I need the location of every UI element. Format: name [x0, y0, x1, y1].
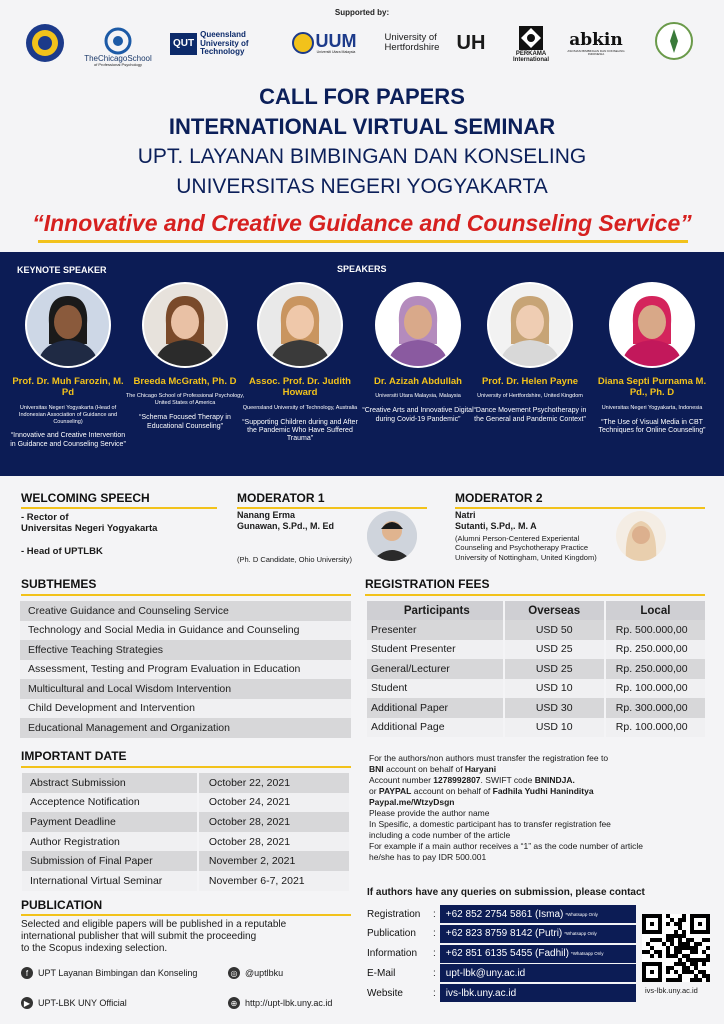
subtheme-item: Educational Management and Organization: [20, 718, 351, 738]
fees-col-participants: Participants: [367, 601, 503, 620]
seminar-theme: “Innovative and Creative Guidance and Counseling Service”: [32, 210, 692, 236]
fee-participant: Student: [367, 679, 503, 699]
date-value: October 28, 2021: [199, 812, 349, 832]
moderator-1-underline: [237, 507, 427, 509]
date-row: [22, 812, 349, 832]
speaker-card: [8, 282, 128, 449]
speaker-name: Prof. Dr. Muh Farozin, M. Pd: [12, 376, 124, 399]
contact-label: Registration: [367, 908, 421, 920]
subtheme-item: Child Development and Intervention: [20, 699, 351, 719]
fee-row: [367, 659, 705, 679]
fees-table: [365, 601, 707, 737]
moderator-2-underline: [455, 507, 705, 509]
speaker-card: [358, 282, 478, 424]
dates-heading: IMPORTANT DATE: [21, 749, 127, 763]
website-link[interactable]: ⊕ http://upt-lbk.uny.ac.id: [228, 997, 332, 1009]
speaker-talk-title: “The Use of Visual Media in CBT Techniques for Online Counseling”: [598, 418, 706, 435]
moderator-1-note: (Ph. D Candidate, Ohio University): [237, 555, 353, 564]
moderator-2-photo: [616, 511, 666, 561]
title-university: UNIVERSITAS NEGERI YOGYAKARTA: [176, 175, 548, 198]
contact-label: Information: [367, 948, 418, 960]
speaker-name: Dr. Azizah Abdullah: [374, 376, 462, 387]
contact-separator: :: [433, 948, 436, 960]
fee-row: [367, 718, 705, 738]
supported-by-label: Supported by:: [334, 8, 390, 17]
fees-underline: [365, 594, 705, 596]
date-event: Author Registration: [22, 832, 197, 852]
abkin-logo: abkin ASOSIASI BIMBINGAN DAN KONSELING INDONESIA: [567, 29, 625, 56]
speaker-photo: [375, 282, 461, 368]
subtheme-item: Creative Guidance and Counseling Service: [20, 601, 351, 621]
speaker-name: Assoc. Prof. Dr. Judith Howard: [249, 376, 351, 399]
payment-instructions: For the authors/non authors must transfer the registration fee to BNI account on behalf of Haryani Account number 1278992807. SWIFT code BNINDJA. or PAYPAL account on behalf of Fadhila Yudhi Hanindityа Paypal.me/WtzyDsgn Please provide the author name In Spesific, a domestic participant has to transfer registration fee including a code number of the article For example if a main author receives a “1” as the code number of article he/she has to pay IDR 500.001: [369, 753, 644, 863]
fee-overseas: USD 10: [505, 679, 604, 699]
date-row: [22, 871, 349, 891]
contact-value[interactable]: +62 851 6135 5455 (Fadhil) *Whatsapp Only: [440, 945, 636, 963]
dates-underline: [21, 766, 351, 768]
title-call-for-papers: CALL FOR PAPERS: [259, 84, 465, 109]
speaker-photo: [487, 282, 573, 368]
facebook-link[interactable]: f UPT Layanan Bimbingan dan Konseling: [21, 967, 197, 979]
date-event: Submission of Final Paper: [22, 851, 197, 871]
speaker-photo: [257, 282, 343, 368]
fee-overseas: USD 50: [505, 620, 604, 640]
speaker-affiliation: Universitas Negeri Yogyakarta, Indonesia: [601, 404, 703, 411]
speaker-talk-title: “Dance Movement Psychotherapy in the General and Pandemic Context”: [473, 407, 587, 423]
date-value: October 24, 2021: [199, 793, 349, 813]
speaker-card: [125, 282, 245, 431]
fee-local: Rp. 100.000,00: [606, 718, 705, 738]
subthemes-heading: SUBTHEMES: [21, 577, 97, 591]
speaker-card: [592, 282, 712, 435]
moderator-2-note: (Alumni Person-Centered Experiental Counseling and Psychotherapy Practice University of Nottingham, United Kingdom): [455, 534, 597, 562]
title-organizer: UPT. LAYANAN BIMBINGAN DAN KONSELING: [137, 145, 587, 168]
uny-logo: [24, 22, 66, 64]
date-row: [22, 773, 349, 793]
keynote-heading: KEYNOTE SPEAKER: [17, 265, 107, 275]
fee-participant: Additional Page: [367, 718, 503, 738]
speaker-talk-title: “Supporting Children during and After the Pandemic Who Have Suffered Trauma”: [242, 418, 358, 443]
contact-label: Publication: [367, 928, 416, 940]
speaker-name: Diana Septi Purnama M. Pd., Ph. D: [597, 376, 707, 399]
contact-value[interactable]: +62 823 8759 8142 (Putri) *Whatsapp Only: [440, 925, 636, 943]
speaker-name: Prof. Dr. Helen Payne: [481, 376, 579, 387]
speakers-heading: SPEAKERS: [337, 264, 387, 274]
youtube-link[interactable]: ▶ UPT-LBK UNY Official: [21, 997, 127, 1009]
fee-overseas: USD 10: [505, 718, 604, 738]
fee-row: [367, 640, 705, 660]
fees-col-overseas: Overseas: [505, 601, 604, 620]
speaker-talk-title: “Creative Arts and Innovative Digital during Covid-19 Pandemic”: [362, 407, 474, 423]
fee-row: [367, 620, 705, 640]
speaker-photo: [609, 282, 695, 368]
speaker-affiliation: Universitas Negeri Yogyakarta (Head of Indonesian Association of Guidance and Counseling): [18, 404, 118, 425]
welcoming-line-1: - Rector of: [21, 512, 69, 523]
date-row: [22, 851, 349, 871]
speaker-affiliation: The Chicago School of Professional Psychology, United States of America: [125, 393, 245, 407]
date-event: International Virtual Seminar: [22, 871, 197, 891]
moderator-2-heading: MODERATOR 2: [455, 491, 543, 505]
contact-label: Website: [367, 987, 403, 999]
date-row: [22, 793, 349, 813]
moderator-1-photo: [367, 511, 417, 561]
fee-local: Rp. 500.000,00: [606, 620, 705, 640]
uum-logo: UUM Universiti Utara Malaysia: [282, 28, 366, 58]
dates-table: [20, 773, 351, 891]
speaker-affiliation: Queensland University of Technology, Australia: [242, 404, 358, 411]
fee-participant: General/Lecturer: [367, 659, 503, 679]
org-logo: [653, 20, 695, 62]
contact-row: [367, 925, 636, 943]
contact-row: [367, 905, 636, 923]
date-row: [22, 832, 349, 852]
date-value: October 28, 2021: [199, 832, 349, 852]
fee-row: [367, 679, 705, 699]
facebook-icon: f: [21, 967, 33, 979]
fee-row: [367, 698, 705, 718]
globe-icon: ⊕: [228, 997, 240, 1009]
perkama-logo: PERKAMA International: [508, 22, 554, 66]
welcoming-heading: WELCOMING SPEECH: [21, 491, 150, 505]
qr-code[interactable]: [642, 914, 710, 982]
welcoming-line-2: Universitas Negeri Yogyakarta: [21, 523, 158, 534]
date-event: Acceptence Notification: [22, 793, 197, 813]
speaker-photo: [25, 282, 111, 368]
theme-underline: [38, 240, 688, 243]
contact-separator: :: [433, 967, 436, 979]
fee-participant: Student Presenter: [367, 640, 503, 660]
fee-overseas: USD 25: [505, 640, 604, 660]
subtheme-item: Technology and Social Media in Guidance and Counseling: [20, 621, 351, 641]
date-value: November 6-7, 2021: [199, 871, 349, 891]
subtheme-item: Assessment, Testing and Program Evaluation in Education: [20, 660, 351, 680]
publication-heading: PUBLICATION: [21, 898, 103, 912]
contact-separator: :: [433, 928, 436, 940]
date-value: November 2, 2021: [199, 851, 349, 871]
contact-row: [367, 984, 636, 1002]
welcoming-underline: [21, 507, 217, 509]
instagram-link[interactable]: ◎ @uptlbku: [228, 967, 283, 979]
instagram-icon: ◎: [228, 967, 240, 979]
fee-participant: Presenter: [367, 620, 503, 640]
speaker-name: Breeda McGrath, Ph. D: [133, 376, 237, 387]
fee-overseas: USD 25: [505, 659, 604, 679]
contact-label: E-Mail: [367, 967, 396, 979]
date-value: October 22, 2021: [199, 773, 349, 793]
welcoming-line-3: - Head of UPTLBK: [21, 546, 103, 557]
date-event: Payment Deadline: [22, 812, 197, 832]
speaker-photo: [142, 282, 228, 368]
youtube-icon: ▶: [21, 997, 33, 1009]
subtheme-item: Multicultural and Local Wisdom Intervention: [20, 679, 351, 699]
contact-heading: If authors have any queries on submission, please contact: [367, 887, 645, 898]
speaker-affiliation: Universiti Utara Malaysia, Malaysia: [375, 393, 461, 400]
publication-text: Selected and eligible papers will be published in a reputable international publisher that will submit the proceeding to the Scopus indexing selection.: [21, 919, 287, 955]
qut-logo: QUT Queensland University of Technology: [170, 30, 262, 58]
contact-separator: :: [433, 908, 436, 920]
moderator-1-heading: MODERATOR 1: [237, 491, 325, 505]
fee-local: Rp. 300.000,00: [606, 698, 705, 718]
title-seminar: INTERNATIONAL VIRTUAL SEMINAR: [168, 114, 556, 139]
speaker-talk-title: “Schema Focused Therapy in Educational Counseling”: [139, 414, 231, 430]
contact-row: [367, 945, 636, 963]
subthemes-underline: [21, 594, 351, 596]
publication-underline: [21, 914, 351, 916]
speaker-card: [470, 282, 590, 424]
contact-value[interactable]: ivs-lbk.uny.ac.id: [440, 984, 636, 1002]
fee-participant: Additional Paper: [367, 698, 503, 718]
speaker-talk-title: “Innovative and Creative Intervention in Guidance and Counseling Service”: [10, 432, 126, 448]
fees-heading: REGISTRATION FEES: [365, 577, 490, 591]
subtheme-item: Effective Teaching Strategies: [20, 640, 351, 660]
speaker-card: [240, 282, 360, 444]
moderator-1-name-2: Gunawan, S.Pd., M. Ed: [237, 521, 335, 531]
moderator-1-name-1: Nanang Erma: [237, 510, 296, 520]
moderator-2-name-1: Natri: [455, 510, 476, 520]
speaker-affiliation: University of Hertfordshire, United Kingdom: [477, 393, 583, 400]
herts-logo: University of Hertfordshire UH: [384, 31, 486, 54]
chicago-school-logo: TheChicagoSchool of Professional Psychology: [82, 24, 154, 70]
date-event: Abstract Submission: [22, 773, 197, 793]
fees-col-local: Local: [606, 601, 705, 620]
fee-local: Rp. 250.000,00: [606, 659, 705, 679]
contact-row: [367, 964, 636, 982]
fee-local: Rp. 250.000,00: [606, 640, 705, 660]
qr-caption: ivs-lbk.uny.ac.id: [645, 986, 698, 995]
fee-overseas: USD 30: [505, 698, 604, 718]
contact-value[interactable]: upt-lbk@uny.ac.id: [440, 964, 636, 982]
moderator-2-name-2: Sutanti, S.Pd,. M. A: [455, 521, 537, 531]
contact-value[interactable]: +62 852 2754 5861 (Isma) *Whatsapp Only: [440, 905, 636, 923]
subthemes-list: [20, 601, 351, 738]
fee-local: Rp. 100.000,00: [606, 679, 705, 699]
contact-separator: :: [433, 987, 436, 999]
